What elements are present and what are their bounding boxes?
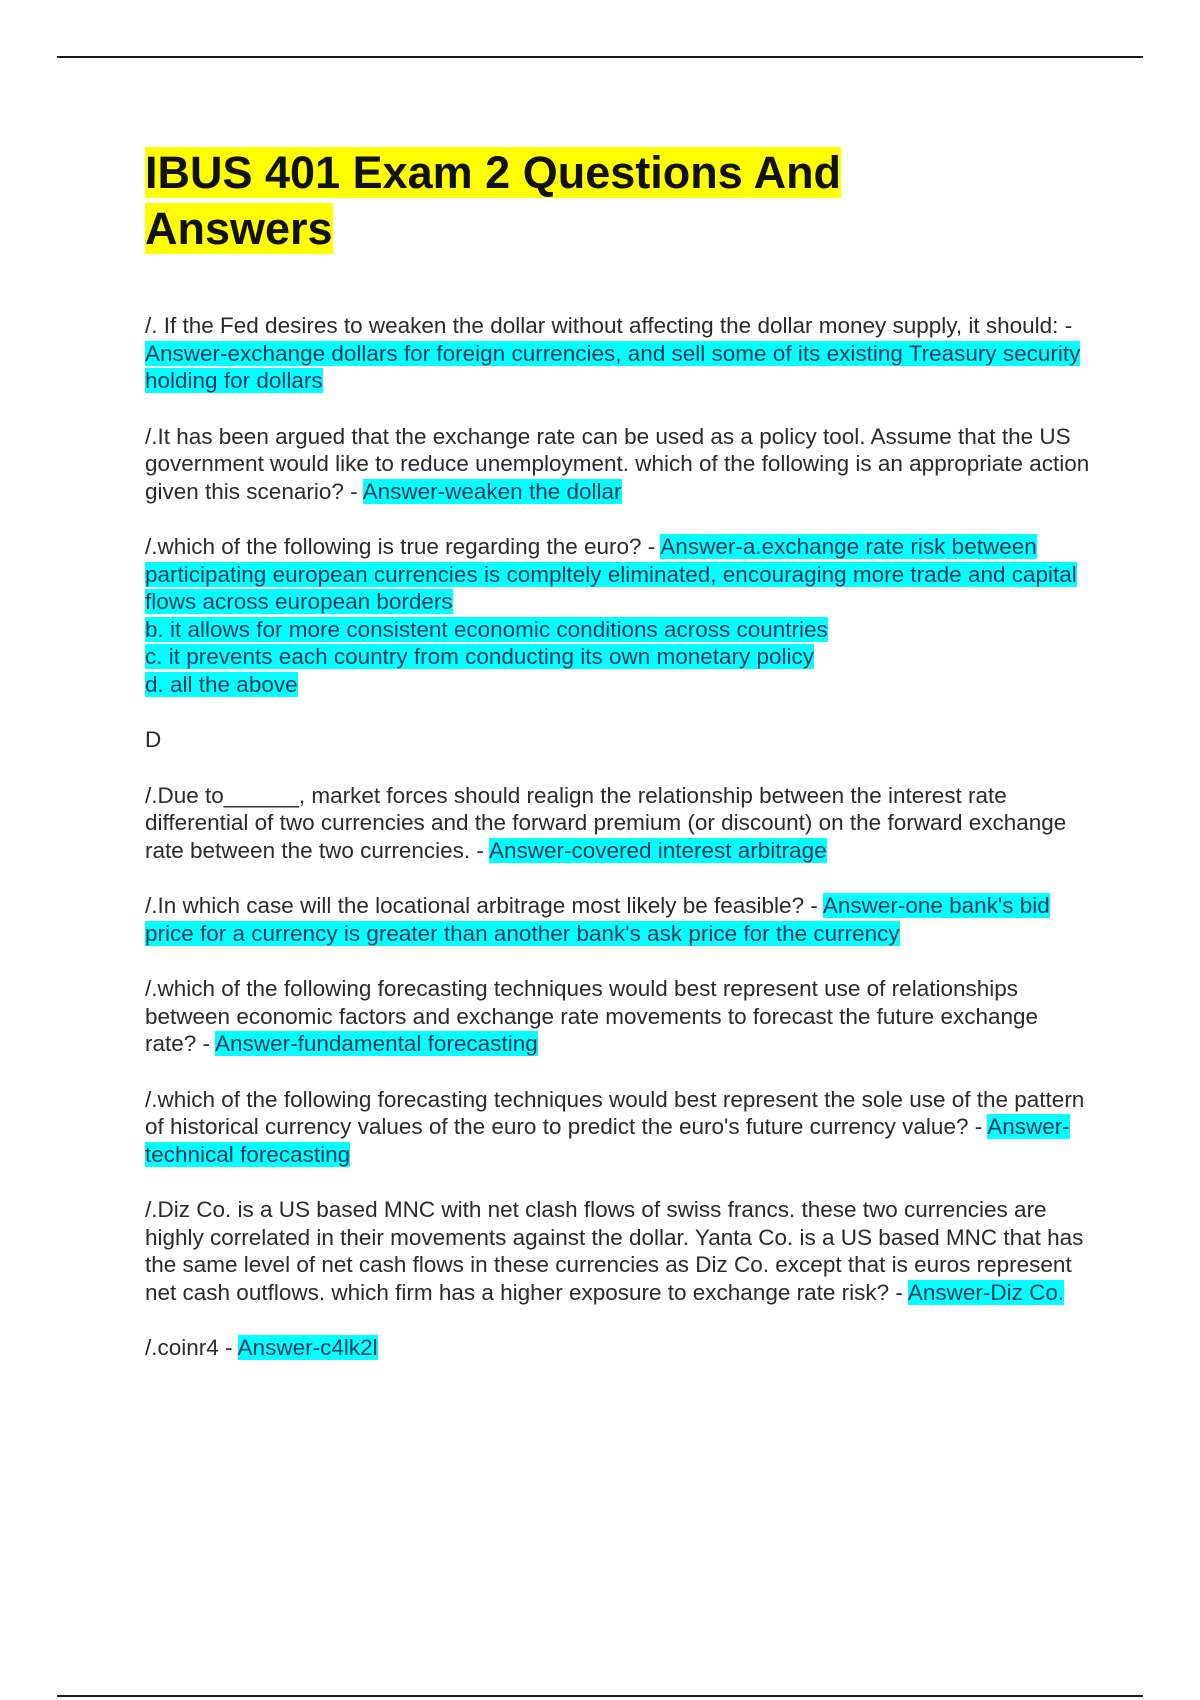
answer-text: Answer-fundamental forecasting bbox=[215, 1031, 538, 1056]
question-text: /.coinr4 - bbox=[145, 1335, 238, 1360]
qa-item-8 bbox=[145, 1086, 1090, 1169]
qa-item-2 bbox=[145, 423, 1090, 506]
qa-item-7 bbox=[145, 975, 1090, 1058]
question-text: /.which of the following is true regarding the euro? - bbox=[145, 534, 661, 559]
qa-item-4 bbox=[145, 726, 1090, 754]
question-text: /.In which case will the locational arbitrage most likely be feasible? - bbox=[145, 893, 823, 918]
question-text: /.which of the following forecasting techniques would best represent use of relationships between economic factors and exchange rate movements to forecast the future exchange rate? - bbox=[145, 976, 1039, 1056]
question-text: /.Diz Co. is a US based MNC with net clash flows of swiss francs. these two currencies are highly correlated in their movements against the dollar. Yanta Co. is a US based MNC that has the same level of net cash flows in these currencies as Diz Co. except that is euros represent net cash outflows. which firm has a higher exposure to exchange rate risk? - bbox=[145, 1197, 1084, 1305]
answer-option-d: d. all the above bbox=[145, 671, 298, 697]
bottom-rule bbox=[57, 1695, 1143, 1697]
question-text: /.It has been argued that the exchange rate can be used as a policy tool. Assume that the US government would like to reduce unemployment. which of the following is an appropriate action given this scenario? - bbox=[145, 423, 1090, 504]
answer-text: Answer-Diz Co. bbox=[907, 1279, 1065, 1305]
answer-text: Answer-a.exchange rate risk between participating european currencies is compltely eliminated, encouraging more trade and capital flows across european borders bbox=[145, 534, 1077, 614]
standalone-answer-letter: D bbox=[145, 727, 162, 752]
question-text: /.Due to______, market forces should realign the relationship between the interest rate differential of two currencies and the forward premium (or discount) on the forward exchange rate between the two currencies. - bbox=[145, 782, 1067, 863]
answer-option-b: b. it allows for more consistent economic conditions across countries bbox=[145, 616, 828, 642]
top-rule bbox=[57, 56, 1143, 58]
answer-text: Answer-c4lk2l bbox=[237, 1335, 378, 1360]
document-title bbox=[145, 145, 905, 257]
qa-item-1 bbox=[145, 312, 1090, 395]
answer-option-c: c. it prevents each country from conducting its own monetary policy bbox=[145, 644, 815, 669]
question-text: /.which of the following forecasting techniques would best represent the sole use of the pattern of historical currency values of the euro to predict the euro's future currency value? - bbox=[145, 1086, 1085, 1139]
question-text: /. If the Fed desires to weaken the dollar without affecting the dollar money supply, it should: - bbox=[145, 313, 1073, 338]
qa-item-9 bbox=[145, 1196, 1090, 1306]
qa-list bbox=[145, 312, 1090, 1390]
answer-text: Answer-weaken the dollar bbox=[362, 478, 622, 504]
answer-text: Answer-technical forecasting bbox=[145, 1114, 1070, 1167]
qa-item-10 bbox=[145, 1334, 1090, 1362]
title-highlight: IBUS 401 Exam 2 Questions And Answers bbox=[145, 147, 842, 254]
answer-text: Answer-one bank's bid price for a currency is greater than another bank's ask price for the currency bbox=[145, 893, 1050, 946]
qa-item-6 bbox=[145, 892, 1090, 947]
qa-item-3 bbox=[145, 533, 1090, 698]
qa-item-5 bbox=[145, 782, 1090, 865]
answer-text: Answer-exchange dollars for foreign currencies, and sell some of its existing Treasury security holding for dollars bbox=[145, 340, 1081, 393]
answer-text: Answer-covered interest arbitrage bbox=[488, 837, 827, 863]
